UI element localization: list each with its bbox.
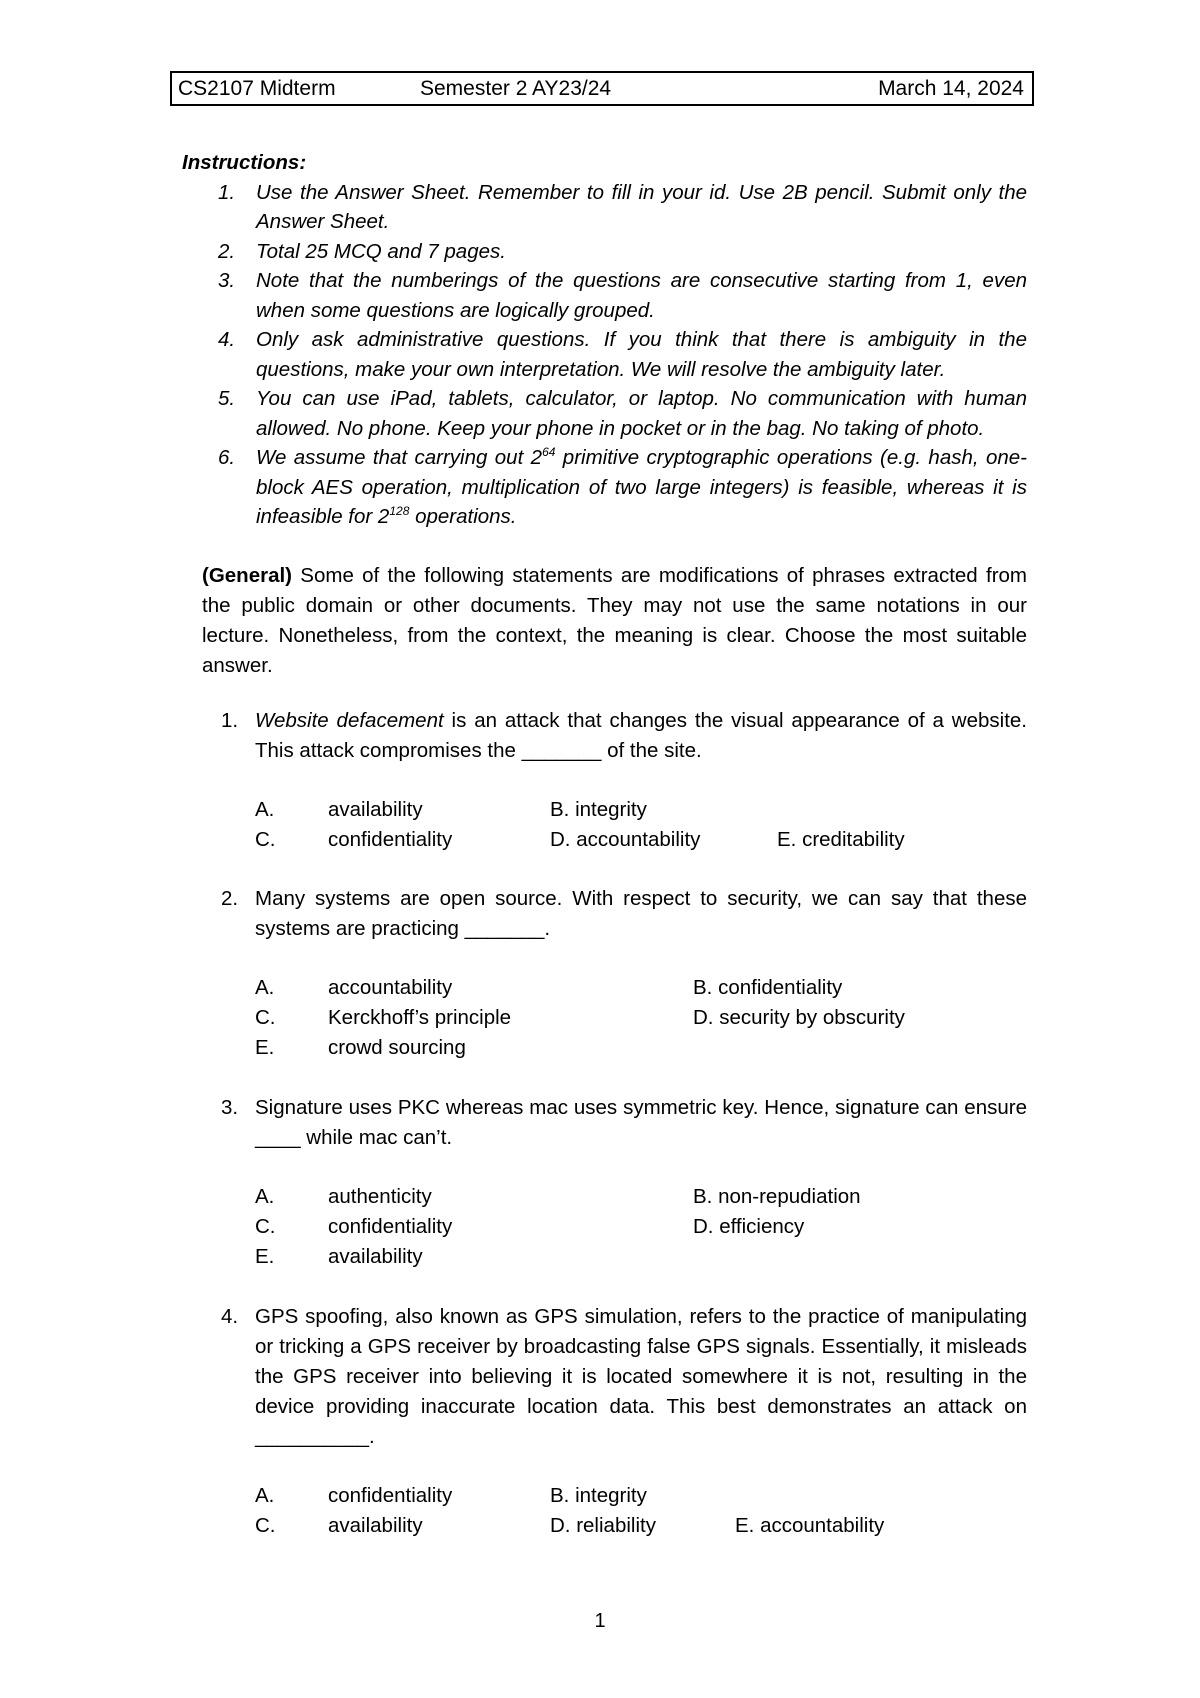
question-number: 2. <box>221 887 239 910</box>
question-text <box>202 706 1027 766</box>
instructions-title: Instructions: <box>182 151 307 174</box>
instruction-text: You can use iPad, tablets, calculator, or laptop. No communication with human allowed. No phone. Keep your phone in pocket or in the bag. No taking of photo. <box>256 387 1027 440</box>
question-number: 3. <box>221 1096 239 1119</box>
instruction-number: 2. <box>218 239 236 263</box>
question-3 <box>202 1093 1027 1272</box>
question-1 <box>202 706 1027 855</box>
instruction-item <box>182 325 1027 384</box>
question-4 <box>202 1302 1027 1541</box>
exponent: 64 <box>542 445 556 459</box>
instruction-number: 1. <box>218 180 236 204</box>
instruction-number: 3. <box>218 269 236 292</box>
instruction-item <box>182 178 1027 237</box>
question-2 <box>202 884 1027 1063</box>
course-title: CS2107 Midterm <box>178 77 336 100</box>
question-text <box>202 884 1027 944</box>
exponent: 128 <box>389 504 410 518</box>
instruction-item <box>182 443 1027 532</box>
instructions-section <box>182 148 1027 532</box>
question-number: 4. <box>221 1305 239 1328</box>
instruction-text: primitive cryptographic operations (e.g. hash, one-block AES operation, multiplication of two large integers) is feasible, whereas it is infeasible for 2 <box>256 446 1027 528</box>
instruction-item <box>182 266 1027 325</box>
question-body: Signature uses PKC whereas mac uses symmetric key. Hence, signature can ensure ____ while mac can’t. <box>255 1096 1027 1149</box>
question-emphasis: Website defacement <box>255 709 444 732</box>
instruction-number: 5. <box>218 387 236 410</box>
general-section-intro <box>202 561 1027 681</box>
exam-date: March 14, 2024 <box>878 77 1024 100</box>
options: A. authenticity B. non-repudiation C. confidentiality D. efficiency E. availability <box>202 1182 1027 1272</box>
instruction-text: Only ask administrative questions. If you think that there is ambiguity in the questions, make your own interpretation. We will resolve the ambiguity later. <box>256 328 1027 381</box>
option-e: E. creditability <box>777 828 905 851</box>
question-number: 1. <box>221 709 239 732</box>
option-b: B. non-repudiation <box>693 1185 861 1208</box>
semester-label: Semester 2 AY23/24 <box>420 77 612 100</box>
option-e: E. accountability <box>735 1514 885 1537</box>
option-b: B. confidentiality <box>693 976 843 999</box>
page-number: 1 <box>594 1610 606 1632</box>
instruction-text: We assume that carrying out 2 <box>256 446 543 469</box>
instruction-number: 6. <box>218 446 236 469</box>
question-body: is an attack that changes the visual appearance of a website. This attack compromises the _______ of the site. <box>255 709 1027 762</box>
option-d: D. reliability <box>550 1514 656 1537</box>
general-label: (General) <box>202 564 292 587</box>
instruction-text: Use the Answer Sheet. Remember to fill in your id. Use 2B pencil. Submit only the Answer Sheet. <box>256 180 1027 233</box>
option-d: D. security by obscurity <box>693 1006 905 1029</box>
exam-header <box>170 71 1034 106</box>
option-d: D. efficiency <box>693 1215 805 1238</box>
options: A. availability B. integrity C. confidentiality D. accountability E. creditability <box>202 795 1027 855</box>
instruction-text: Total 25 MCQ and 7 pages. <box>256 239 506 263</box>
question-body: Many systems are open source. With respect to security, we can say that these systems are practicing _______. <box>255 887 1027 940</box>
option-b: B. integrity <box>550 798 647 821</box>
instruction-number: 4. <box>218 328 236 351</box>
options: A. confidentiality B. integrity C. availability D. reliability E. accountability <box>202 1481 1027 1541</box>
question-body: GPS spoofing, also known as GPS simulation, refers to the practice of manipulating or tricking a GPS receiver by broadcasting false GPS signals. Essentially, it misleads the GPS receiver into believing it is located somewhere it is not, resulting in the device providing inaccurate location data. This best demonstrates an attack on __________. <box>255 1305 1027 1448</box>
question-text <box>202 1302 1027 1452</box>
instruction-text: Note that the numberings of the questions are consecutive starting from 1, even when some questions are logically grouped. <box>256 269 1027 322</box>
general-text: Some of the following statements are modifications of phrases extracted from the public domain or other documents. They may not use the same notations in our lecture. Nonetheless, from the context, the meaning is clear. Choose the most suitable answer. <box>202 564 1027 677</box>
question-text <box>202 1093 1027 1153</box>
instruction-item <box>182 384 1027 443</box>
options: A. accountability B. confidentiality C. Kerckhoff’s principle D. security by obscurity E. crowd sourcing <box>202 973 1027 1063</box>
option-b: B. integrity <box>550 1484 647 1507</box>
instruction-item <box>182 237 1027 267</box>
instruction-text: operations. <box>409 505 517 528</box>
option-d: D. accountability <box>550 828 701 851</box>
